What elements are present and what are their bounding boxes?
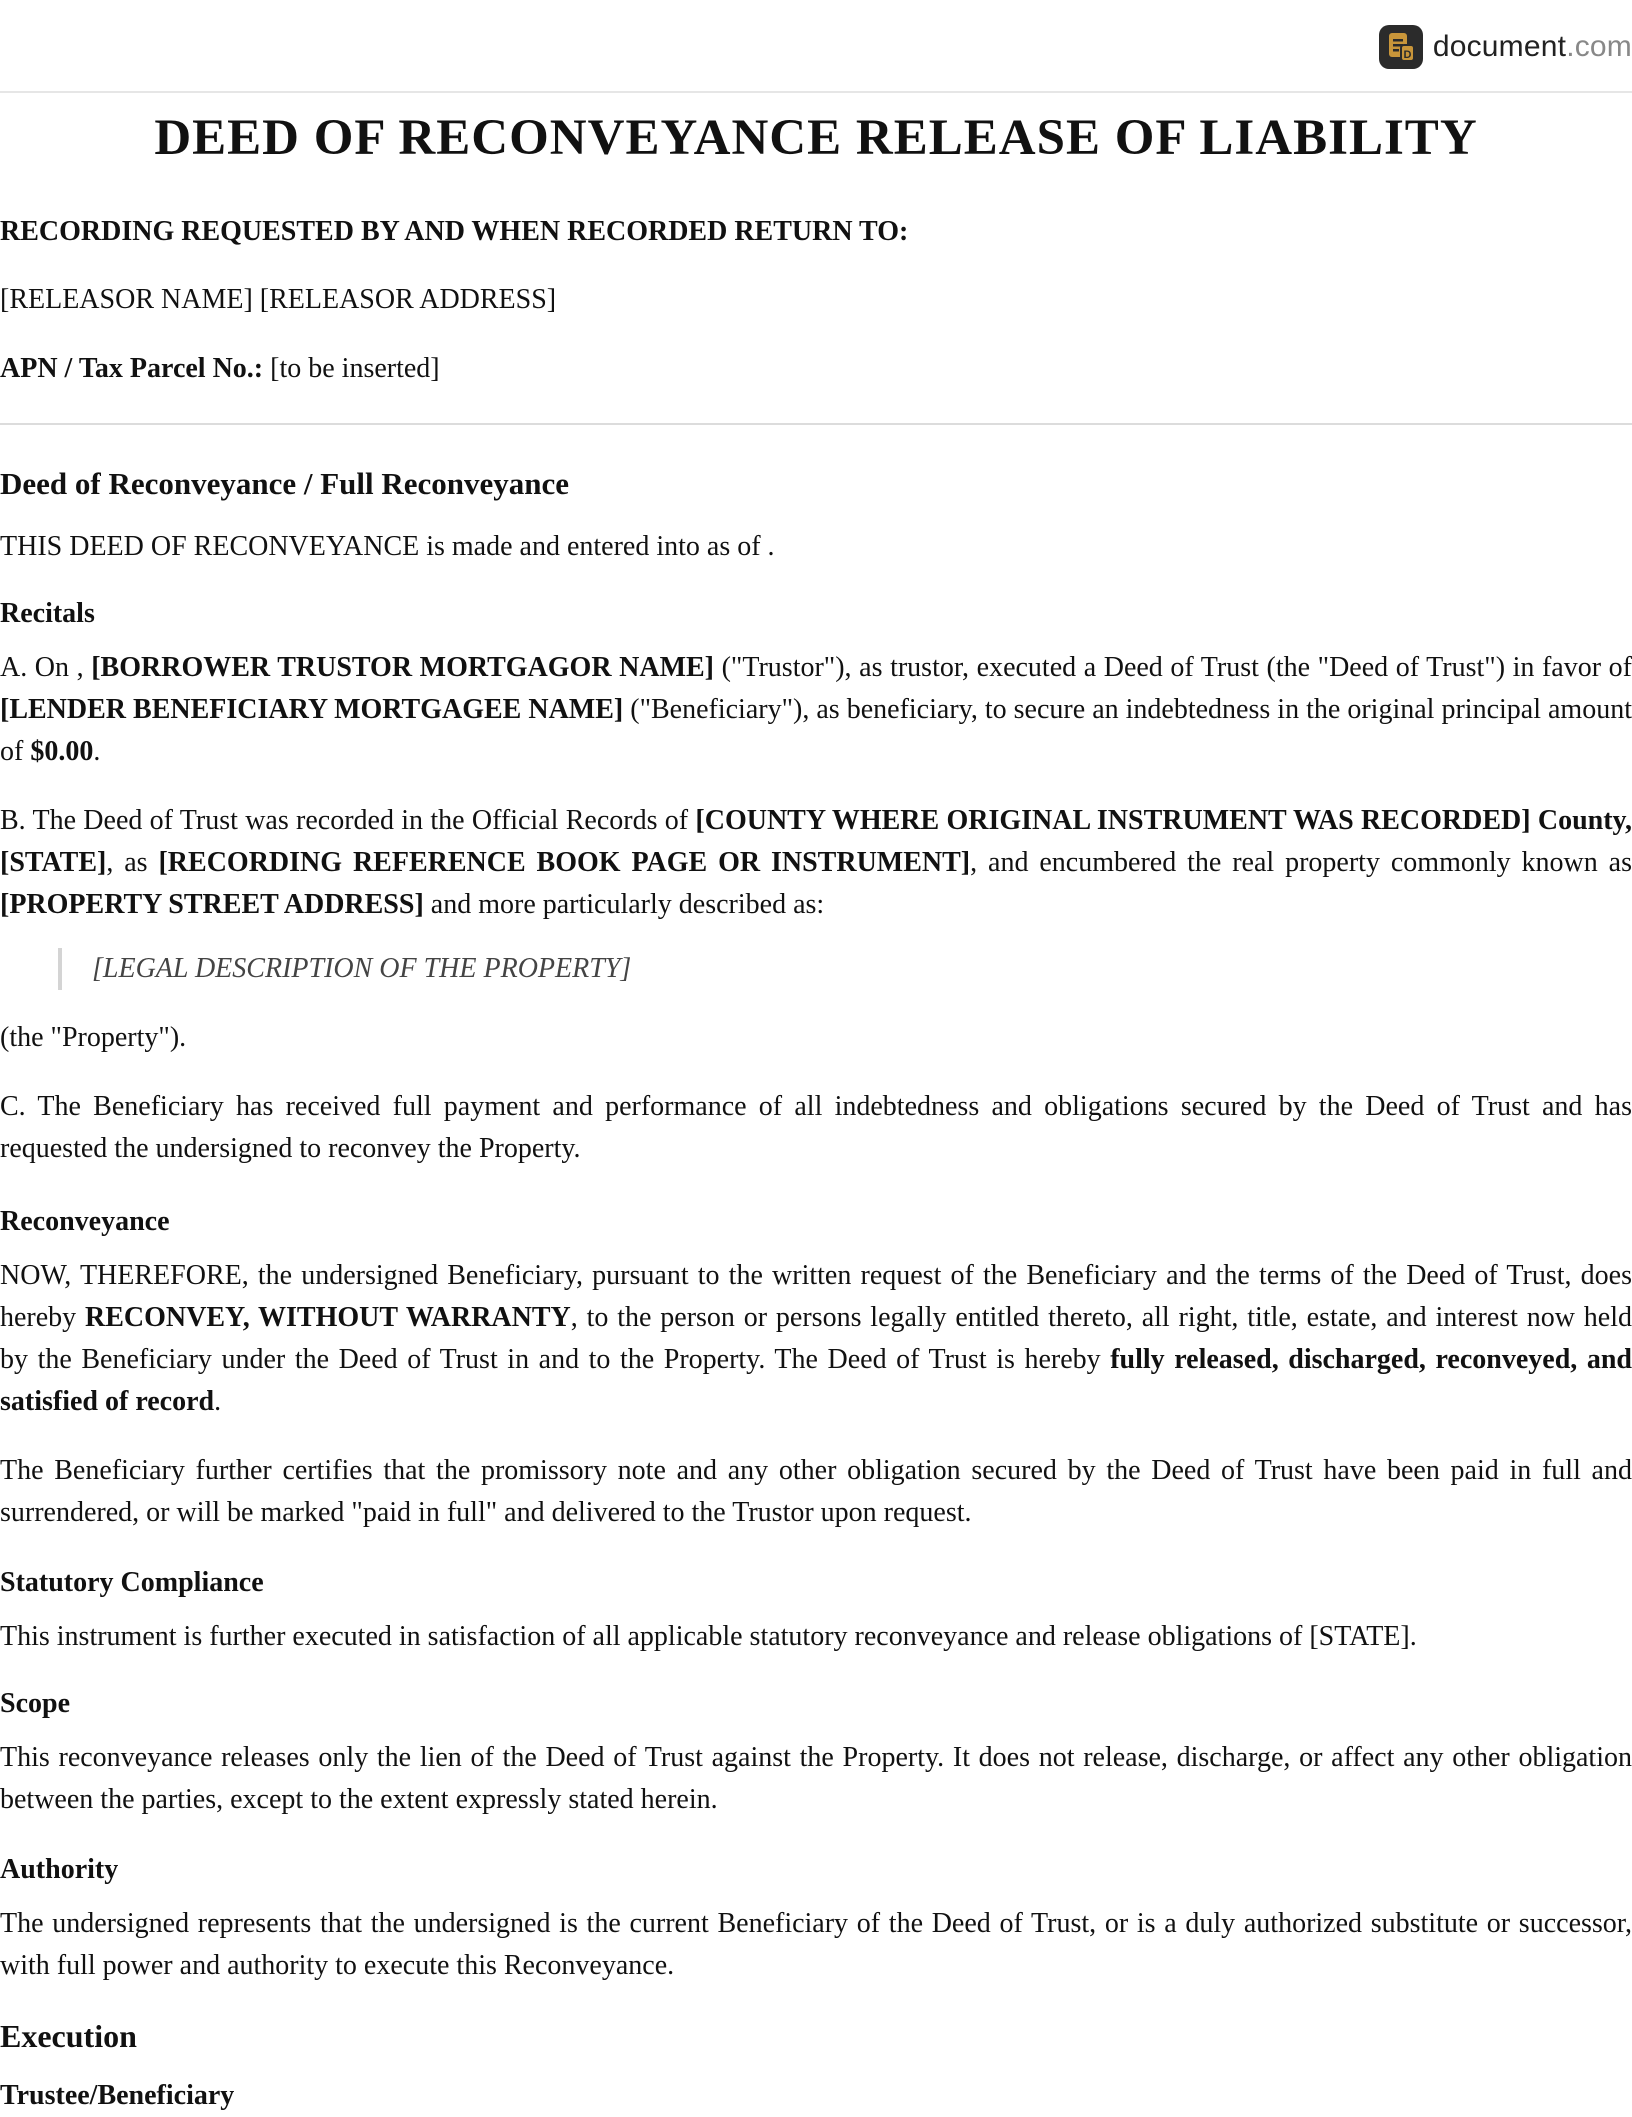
apn-line: [0, 348, 1632, 390]
reconveyance-paragraph-2: The Beneficiary further certifies that the promissory note and any other obligation secured by the Deed of Trust have been paid in full and surrendered, or will be marked "paid in full" and delivered to the Trustor upon request.: [0, 1455, 1632, 1528]
document-title: DEED OF RECONVEYANCE RELEASE OF LIABILITY: [154, 110, 1478, 166]
reconveyance-text-1: NOW, THEREFORE, the undersigned Beneficiary, pursuant to the written request of the Beneficiary and the terms of the Deed of Trust, does hereby: [0, 1260, 1632, 1333]
brand-name-suffix: .com: [1566, 30, 1632, 63]
recital-b-text-1: B. The Deed of Trust was recorded in the Official Records of: [0, 805, 696, 836]
recital-a: [0, 647, 1632, 773]
recital-b: [0, 800, 1632, 926]
recital-a-text-3: ("Beneficiary"), as beneficiary, to secure an indebtedness in the original principal amount of: [0, 694, 1632, 767]
scope-heading: Scope: [0, 1688, 70, 1719]
recital-a-text-1: A. On ,: [0, 652, 92, 683]
section-divider: [0, 423, 1632, 425]
recording-reference-placeholder: [RECORDING REFERENCE BOOK PAGE OR INSTRUMENT]: [158, 847, 971, 878]
principal-amount: $0.00: [30, 736, 94, 767]
reconveyance-heading: Reconveyance: [0, 1206, 170, 1237]
recital-a-text-4: .: [93, 736, 101, 767]
reconveyance-text-3: .: [214, 1386, 222, 1417]
apn-value: [to be inserted]: [263, 353, 440, 384]
recital-a-text-2: ("Trustor"), as trustor, executed a Deed of Trust (the "Deed of Trust") in favor of: [714, 652, 1632, 683]
intro-paragraph: THIS DEED OF RECONVEYANCE is made and entered into as of .: [0, 531, 775, 562]
reconveyance-text-2: , to the person or persons legally entitled thereto, all right, title, estate, and interest now held by the Beneficiary under the Deed of Trust in and to the Property. The Deed of Trust is hereby: [0, 1302, 1632, 1375]
recitals-heading: Recitals: [0, 598, 95, 629]
authority-heading: Authority: [0, 1854, 119, 1885]
reconveyance-paragraph-1: [0, 1255, 1632, 1423]
execution-heading: Execution: [0, 2018, 137, 2054]
recording-heading: RECORDING REQUESTED BY AND WHEN RECORDED RETURN TO:: [0, 216, 909, 247]
legal-description-quote: [LEGAL DESCRIPTION OF THE PROPERTY]: [58, 948, 631, 990]
authority-paragraph: The undersigned represents that the undersigned is the current Beneficiary of the Deed of Trust, or is a duly authorized substitute or successor, with full power and authority to execute this Reconveyance.: [0, 1908, 1632, 1981]
recital-b-text-4: and more particularly described as:: [423, 889, 825, 920]
document-logo-icon: [1379, 25, 1423, 69]
apn-label: APN / Tax Parcel No.:: [0, 353, 264, 384]
recital-b-text-2: , as: [106, 847, 159, 878]
brand-logo-link[interactable]: [1379, 24, 1632, 70]
reconvey-without-warranty: RECONVEY, WITHOUT WARRANTY: [85, 1302, 571, 1333]
execution-subheading: Trustee/Beneficiary: [0, 2080, 235, 2111]
brand-name-main: document: [1432, 30, 1567, 63]
property-address-placeholder: [PROPERTY STREET ADDRESS]: [0, 889, 424, 920]
top-header: [0, 0, 1632, 93]
property-definition: (the "Property").: [0, 1022, 187, 1053]
svg-text:D: D: [1403, 49, 1412, 61]
releasor-line: [RELEASOR NAME] [RELEASOR ADDRESS]: [0, 284, 557, 315]
recital-c: C. The Beneficiary has received full payment and performance of all indebtedness and obligations secured by the Deed of Trust and has requested the undersigned to reconvey the Property.: [0, 1091, 1632, 1164]
release-statement: fully released, discharged, reconveyed, and satisfied of record: [0, 1344, 1632, 1417]
scope-paragraph: This reconveyance releases only the lien of the Deed of Trust against the Property. It does not release, discharge, or affect any other obligation between the parties, except to the extent expressly stated herein.: [0, 1742, 1632, 1815]
statutory-paragraph: This instrument is further executed in satisfaction of all applicable statutory reconveyance and release obligations of [STATE].: [0, 1621, 1417, 1652]
county-state-placeholder: [COUNTY WHERE ORIGINAL INSTRUMENT WAS RECORDED] County, [STATE]: [0, 805, 1632, 878]
section-title: Deed of Reconveyance / Full Reconveyance: [0, 466, 570, 501]
brand-name: [1433, 30, 1632, 64]
recital-b-text-3: , and encumbered the real property commonly known as: [970, 847, 1632, 878]
statutory-heading: Statutory Compliance: [0, 1567, 264, 1598]
beneficiary-name-placeholder: [LENDER BENEFICIARY MORTGAGEE NAME]: [0, 694, 624, 725]
trustor-name-placeholder: [BORROWER TRUSTOR MORTGAGOR NAME]: [91, 652, 715, 683]
